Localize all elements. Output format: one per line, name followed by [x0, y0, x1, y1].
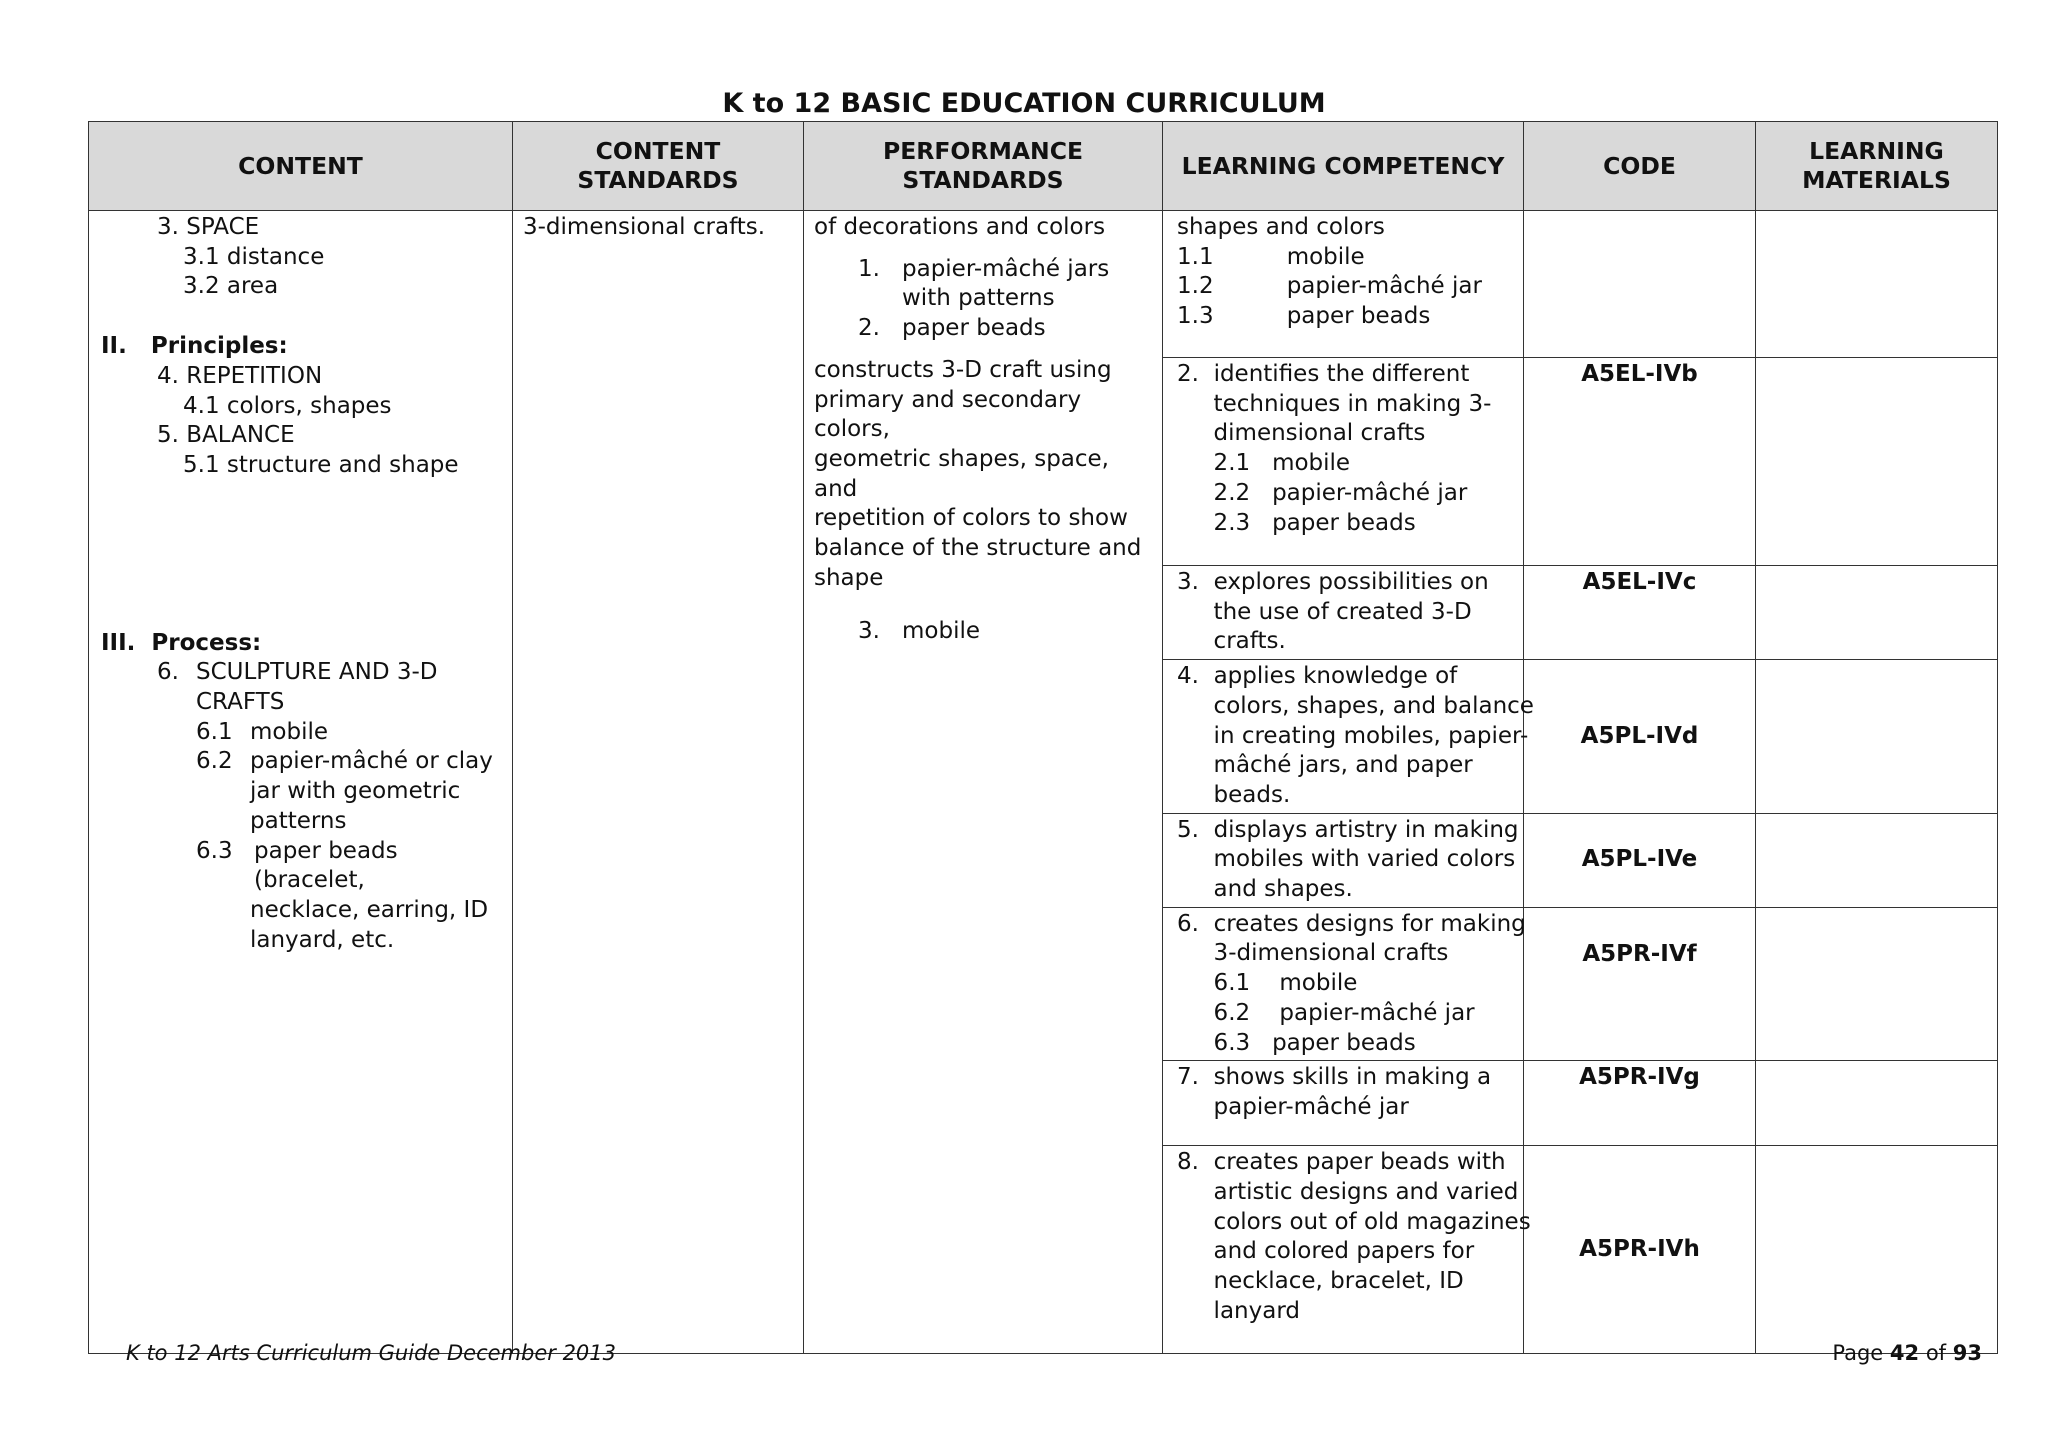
header-code: CODE: [1524, 122, 1756, 211]
code-cell: [1524, 1061, 1756, 1146]
footer-page-number: Page 42 of 93: [1832, 1341, 1982, 1365]
content-colors-shapes: 4.1 colors, shapes: [183, 392, 392, 419]
content-structure-shape: 5.1 structure and shape: [183, 451, 459, 478]
content-standards-text: 3-dimensional crafts.: [523, 214, 766, 240]
competency-line: papier-mâché jar: [1177, 1093, 1409, 1120]
performance-line: of decorations and colors: [814, 214, 1106, 240]
curriculum-table: [88, 121, 1998, 1354]
competency-line: 7. shows skills in making a: [1177, 1064, 1492, 1091]
competency-line: 2.2 papier-mâché jar: [1177, 479, 1468, 506]
competency-line: lanyard: [1177, 1297, 1300, 1324]
code-cell: [1524, 358, 1756, 566]
competency-cell: [1163, 566, 1524, 660]
competency-code: A5EL-IVc: [1582, 569, 1697, 595]
competency-line: the use of created 3-D: [1177, 598, 1472, 625]
materials-cell: [1756, 1061, 1998, 1146]
competency-line: and colored papers for: [1177, 1238, 1475, 1265]
competency-line: mâché jars, and paper: [1177, 752, 1473, 779]
content-sculpture: 6. SCULPTURE AND 3-D CRAFTS: [157, 659, 438, 716]
materials-cell: [1756, 907, 1998, 1061]
competency-line: in creating mobiles, papier-: [1177, 722, 1529, 749]
competency-line: artistic designs and varied: [1177, 1178, 1519, 1205]
competency-line: colors out of old magazines: [1177, 1208, 1531, 1235]
competency-code: [1524, 211, 1755, 215]
content-repetition: 4. REPETITION: [157, 362, 323, 389]
competency-cell: [1163, 211, 1524, 358]
content-mobile: 6.1 mobile: [196, 718, 329, 745]
performance-standards-cell: [804, 211, 1163, 1354]
competency-line: mobiles with varied colors: [1177, 846, 1516, 873]
content-space: 3. SPACE: [157, 214, 260, 240]
competency-line: 3-dimensional crafts: [1177, 940, 1449, 967]
competency-line: 1.2 papier-mâché jar: [1177, 273, 1482, 300]
content-principles: II. Principles:: [101, 333, 288, 360]
performance-item-1: 1. papier-mâché jars with patterns: [858, 255, 1110, 312]
competency-line: 6.1 mobile: [1177, 970, 1358, 997]
competency-code: A5EL-IVb: [1581, 361, 1698, 387]
content-process: III. Process:: [101, 629, 262, 656]
competency-line: 6. creates designs for making: [1177, 910, 1526, 937]
header-learning-competency: LEARNING COMPETENCY: [1163, 122, 1524, 211]
competency-line: and shapes.: [1177, 876, 1353, 903]
materials-cell: [1756, 358, 1998, 566]
competency-line: 2.3 paper beads: [1177, 509, 1416, 536]
materials-cell: [1756, 211, 1998, 358]
competency-cell: [1163, 358, 1524, 566]
competency-line: colors, shapes, and balance: [1177, 692, 1534, 719]
competency-code: A5PL-IVd: [1580, 722, 1699, 749]
competency-cell: [1163, 813, 1524, 907]
materials-cell: [1756, 660, 1998, 814]
competency-code: A5PR-IVf: [1582, 940, 1697, 967]
code-cell: [1524, 660, 1756, 814]
competency-line: 8. creates paper beads with: [1177, 1149, 1506, 1176]
code-cell: [1524, 907, 1756, 1061]
code-cell: [1524, 1146, 1756, 1354]
content-standards-cell: [513, 211, 804, 1354]
competency-line: 2. identifies the different: [1177, 361, 1470, 387]
competency-code: A5PL-IVe: [1581, 846, 1698, 873]
code-cell: [1524, 813, 1756, 907]
performance-paragraph: constructs 3-D craft using primary and secondary colors, geometric shapes, space, and repetition of colors to show balance of the structure and shape: [814, 356, 1142, 591]
content-cell: [89, 211, 513, 1354]
competency-cell: [1163, 1061, 1524, 1146]
competency-line: 6.2 papier-mâché jar: [1177, 999, 1475, 1026]
competency-line: necklace, bracelet, ID: [1177, 1268, 1464, 1295]
header-content: CONTENT: [89, 122, 513, 211]
content-jar: 6.2 papier-mâché or clay jar with geometric patterns: [196, 748, 493, 834]
competency-line: 5. displays artistry in making: [1177, 816, 1519, 843]
competency-line: techniques in making 3-: [1177, 390, 1492, 417]
content-balance: 5. BALANCE: [157, 422, 295, 449]
competency-line: dimensional crafts: [1177, 420, 1426, 447]
performance-item-2: 2. paper beads: [858, 315, 1046, 342]
code-cell: [1524, 211, 1756, 358]
competency-line: beads.: [1177, 781, 1291, 808]
materials-cell: [1756, 1146, 1998, 1354]
competency-line: crafts.: [1177, 628, 1286, 655]
document-title: K to 12 BASIC EDUCATION CURRICULUM: [722, 88, 1326, 119]
materials-cell: [1756, 566, 1998, 660]
competency-code: A5PR-IVg: [1579, 1064, 1700, 1091]
footer-guide-title: K to 12 Arts Curriculum Guide December 2013: [126, 1341, 617, 1365]
competency-cell: [1163, 907, 1524, 1061]
competency-line: 4. applies knowledge of: [1177, 663, 1458, 690]
competency-line: 3. explores possibilities on: [1177, 569, 1489, 595]
header-row: [89, 122, 1998, 211]
table-row: [89, 211, 1998, 358]
header-learning-materials: LEARNING MATERIALS: [1756, 122, 1998, 211]
content-beads: 6.3 paper beads (bracelet, necklace, earring, ID lanyard, etc.: [196, 837, 489, 953]
materials-cell: [1756, 813, 1998, 907]
competency-cell: [1163, 660, 1534, 814]
content-area: 3.2 area: [183, 273, 279, 300]
header-performance-standards: PERFORMANCE STANDARDS: [804, 122, 1163, 211]
performance-item-3: 3. mobile: [858, 618, 981, 645]
header-content-standards: CONTENT STANDARDS: [513, 122, 804, 211]
competency-line: 1.1 mobile: [1177, 243, 1365, 270]
competency-line: 6.3 paper beads: [1177, 1029, 1416, 1056]
competency-line: shapes and colors: [1177, 214, 1385, 240]
code-cell: [1524, 566, 1756, 660]
competency-line: 2.1 mobile: [1177, 450, 1351, 477]
content-distance: 3.1 distance: [183, 243, 325, 270]
competency-cell: [1163, 1146, 1531, 1354]
competency-code: A5PR-IVh: [1579, 1235, 1700, 1262]
competency-line: 1.3 paper beads: [1177, 303, 1431, 330]
